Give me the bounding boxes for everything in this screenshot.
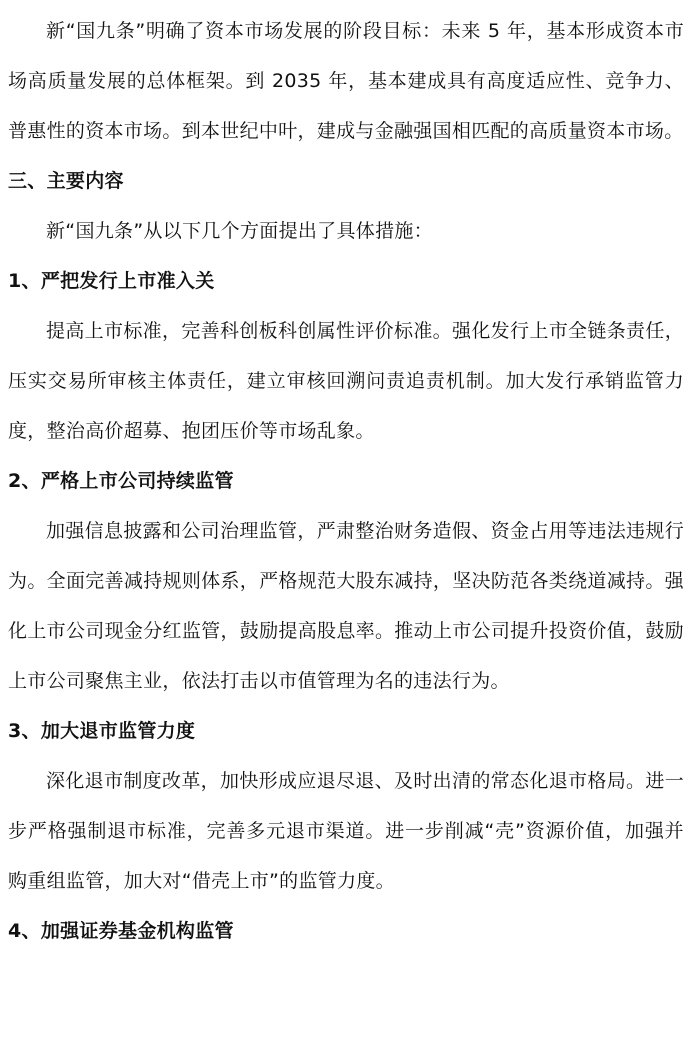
item-heading-2: 2、严格上市公司持续监管 (8, 470, 234, 492)
item-heading-4: 4、加强证券基金机构监管 (8, 920, 234, 942)
item-heading-1: 1、严把发行上市准入关 (8, 270, 215, 292)
item-heading-3: 3、加大退市监管力度 (8, 720, 196, 742)
item-body-1: 提高上市标准，完善科创板科创属性评价标准。强化发行上市全链条责任，压实交易所审核主体责任，建立审核回溯问责追责机制。加大发行承销监管力度，整治高价超募、抱团压价等市场乱象。 (8, 320, 684, 442)
section-intro: 新“国九条”从以下几个方面提出了具体措施： (46, 220, 433, 242)
item-body-2: 加强信息披露和公司治理监管，严肃整治财务造假、资金占用等违法违规行为。全面完善减持规则体系，严格规范大股东减持，坚决防范各类绕道减持。强化上市公司现金分红监管，鼓励提高股息率。推动上市公司提升投资价值，鼓励上市公司聚焦主业，依法打击以市值管理为名的违法行为。 (8, 520, 684, 692)
section-heading: 三、主要内容 (8, 170, 124, 192)
intro-paragraph: 新“国九条”明确了资本市场发展的阶段目标：未来 5 年，基本形成资本市场高质量发展的总体框架。到 2035 年，基本建成具有高度适应性、竞争力、普惠性的资本市场。到本世纪中叶，建成与金融强国相匹配的高质量资本市场。 (8, 20, 684, 142)
item-body-3: 深化退市制度改革，加快形成应退尽退、及时出清的常态化退市格局。进一步严格强制退市标准，完善多元退市渠道。进一步削减“壳”资源价值，加强并购重组监管，加大对“借壳上市”的监管力度。 (8, 770, 684, 892)
